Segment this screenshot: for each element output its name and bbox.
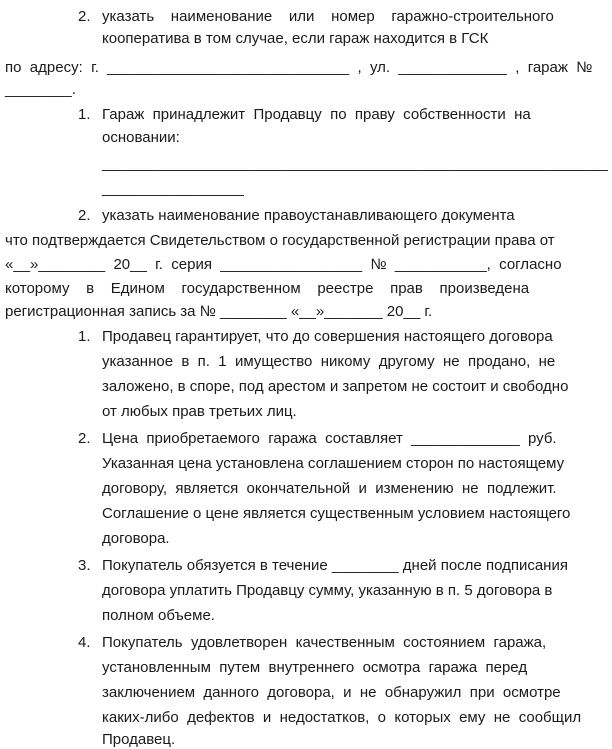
text-line: Покупатель обязуется в течение ________ дней после подписания [102,557,568,574]
text-line: Соглашение о цене является существенным условием настоящего [102,505,571,522]
text-line: Продавец. [102,731,176,748]
text-line: кооператива в том случае, если гараж находится в ГСК [102,30,489,47]
text-line: Покупатель удовлетворен качественным состоянием гаража, [102,634,547,651]
text-line: от любых прав третьих лиц. [102,403,297,420]
text-line: полном объеме. [102,607,215,624]
blank-line: ________________________________________________________________ [102,155,608,172]
certificate-line: «__»________ 20__ г. серия _________________ № ___________, согласно [5,256,562,273]
blank-line: _________________ [102,180,244,197]
list-number: 1. [78,106,91,123]
text-line: Указанная цена установлена соглашением сторон по настоящему [102,455,565,472]
text-line: Продавец гарантирует, что до совершения настоящего договора [102,328,553,345]
text-line: договору, является окончательной и изменению не подлежит. [102,480,557,497]
address-line: по адресу: г. _____________________________ , ул. _____________ , гараж № [5,59,593,76]
text-line: установленным путем внутреннего осмотра гаража перед [102,659,528,676]
text-line: заложено, в споре, под арестом и запретом не состоит и свободно [102,378,569,395]
list-number: 2. [78,430,91,447]
text-line: указать наименование или номер гаражно-строительного [102,8,554,25]
list-number: 4. [78,634,91,651]
text-line: заключением данного договора, и не обнаружил при осмотре [102,684,561,701]
certificate-line: что подтверждается Свидетельством о государственной регистрации права от [5,232,555,249]
text-line: указанное в п. 1 имущество никому другому не продано, не [102,353,556,370]
address-line: ________. [5,81,76,98]
text-line: Цена приобретаемого гаража составляет _____________ руб. [102,430,557,447]
text-line: каких-либо дефектов и недостатков, о которых ему не сообщил [102,709,582,726]
list-number: 2. [78,207,91,224]
certificate-line: регистрационная запись за № ________ «__»_______ 20__ г. [5,303,433,320]
list-number: 3. [78,557,91,574]
list-number: 2. [78,8,91,25]
certificate-line: которому в Едином государственном реестре прав произведена [5,280,530,297]
text-line: договора. [102,530,170,547]
text-line: основании: [102,129,180,146]
text-line: указать наименование правоустанавливающего документа [102,207,515,224]
list-number: 1. [78,328,91,345]
text-line: Гараж принадлежит Продавцу по праву собственности на [102,106,531,123]
text-line: договора уплатить Продавцу сумму, указанную в п. 5 договора в [102,582,553,599]
